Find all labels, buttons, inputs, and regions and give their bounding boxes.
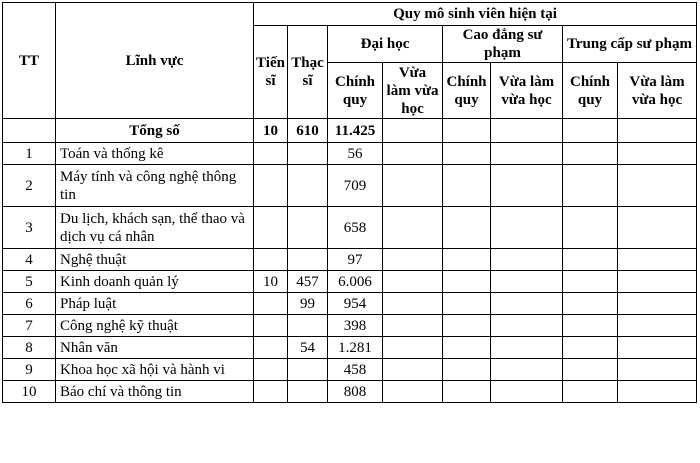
row-master bbox=[288, 315, 328, 337]
row-field: Du lịch, khách sạn, thể thao và dịch vụ cá nhân bbox=[56, 207, 254, 249]
row-field: Nhân văn bbox=[56, 337, 254, 359]
field-header: Lĩnh vực bbox=[56, 3, 254, 119]
college-pedagogy-header: Cao đẳng sư phạm bbox=[443, 26, 563, 63]
row-doctor bbox=[254, 165, 288, 207]
row-tt: 5 bbox=[3, 271, 56, 293]
row-tt: 10 bbox=[3, 381, 56, 403]
table-row bbox=[3, 337, 697, 359]
uni-parttime-header: Vừa làm vừa học bbox=[383, 63, 443, 119]
row-field: Kinh doanh quản lý bbox=[56, 271, 254, 293]
total-label: Tổng số bbox=[56, 119, 254, 143]
row-doctor: 10 bbox=[254, 271, 288, 293]
row-master bbox=[288, 207, 328, 249]
row-uni-fulltime: 954 bbox=[328, 293, 383, 315]
row-doctor bbox=[254, 381, 288, 403]
row-doctor bbox=[254, 293, 288, 315]
row-field: Công nghệ kỹ thuật bbox=[56, 315, 254, 337]
total-master: 610 bbox=[288, 119, 328, 143]
row-tt: 2 bbox=[3, 165, 56, 207]
row-tt: 4 bbox=[3, 249, 56, 271]
total-row bbox=[3, 119, 697, 143]
row-uni-fulltime: 6.006 bbox=[328, 271, 383, 293]
row-master bbox=[288, 359, 328, 381]
table-row bbox=[3, 249, 697, 271]
inter-fulltime-header: Chính quy bbox=[563, 63, 618, 119]
scale-header: Quy mô sinh viên hiện tại bbox=[254, 3, 697, 26]
university-header: Đại học bbox=[328, 26, 443, 63]
total-doctor: 10 bbox=[254, 119, 288, 143]
row-field: Pháp luật bbox=[56, 293, 254, 315]
row-doctor bbox=[254, 315, 288, 337]
row-doctor bbox=[254, 337, 288, 359]
row-doctor bbox=[254, 359, 288, 381]
student-scale-table bbox=[2, 2, 697, 403]
total-uni-fulltime: 11.425 bbox=[328, 119, 383, 143]
row-doctor bbox=[254, 143, 288, 165]
row-tt: 1 bbox=[3, 143, 56, 165]
intermediate-pedagogy-header: Trung cấp sư phạm bbox=[563, 26, 697, 63]
row-doctor bbox=[254, 249, 288, 271]
table-row bbox=[3, 315, 697, 337]
row-field: Khoa học xã hội và hành vi bbox=[56, 359, 254, 381]
table-row bbox=[3, 165, 697, 207]
row-field: Báo chí và thông tin bbox=[56, 381, 254, 403]
row-master bbox=[288, 143, 328, 165]
row-field: Nghệ thuật bbox=[56, 249, 254, 271]
row-uni-fulltime: 709 bbox=[328, 165, 383, 207]
table-row bbox=[3, 359, 697, 381]
college-fulltime-header: Chính quy bbox=[443, 63, 491, 119]
row-uni-fulltime: 97 bbox=[328, 249, 383, 271]
row-master bbox=[288, 165, 328, 207]
row-tt: 3 bbox=[3, 207, 56, 249]
table-row bbox=[3, 271, 697, 293]
row-uni-fulltime: 398 bbox=[328, 315, 383, 337]
table-row bbox=[3, 207, 697, 249]
row-uni-fulltime: 458 bbox=[328, 359, 383, 381]
row-master: 457 bbox=[288, 271, 328, 293]
row-tt: 6 bbox=[3, 293, 56, 315]
row-master: 99 bbox=[288, 293, 328, 315]
row-tt: 7 bbox=[3, 315, 56, 337]
table-row bbox=[3, 293, 697, 315]
uni-fulltime-header: Chính quy bbox=[328, 63, 383, 119]
row-doctor bbox=[254, 207, 288, 249]
row-master bbox=[288, 381, 328, 403]
row-field: Máy tính và công nghệ thông tin bbox=[56, 165, 254, 207]
doctor-header: Tiến sĩ bbox=[254, 26, 288, 119]
row-tt: 8 bbox=[3, 337, 56, 359]
row-uni-fulltime: 1.281 bbox=[328, 337, 383, 359]
row-tt: 9 bbox=[3, 359, 56, 381]
row-uni-fulltime: 56 bbox=[328, 143, 383, 165]
row-uni-fulltime: 658 bbox=[328, 207, 383, 249]
master-header: Thạc sĩ bbox=[288, 26, 328, 119]
row-master bbox=[288, 249, 328, 271]
row-uni-fulltime: 808 bbox=[328, 381, 383, 403]
row-master: 54 bbox=[288, 337, 328, 359]
row-field: Toán và thống kê bbox=[56, 143, 254, 165]
tt-header: TT bbox=[3, 3, 56, 119]
table-row bbox=[3, 381, 697, 403]
inter-parttime-header: Vừa làm vừa học bbox=[618, 63, 697, 119]
college-parttime-header: Vừa làm vừa học bbox=[491, 63, 563, 119]
table-row bbox=[3, 143, 697, 165]
